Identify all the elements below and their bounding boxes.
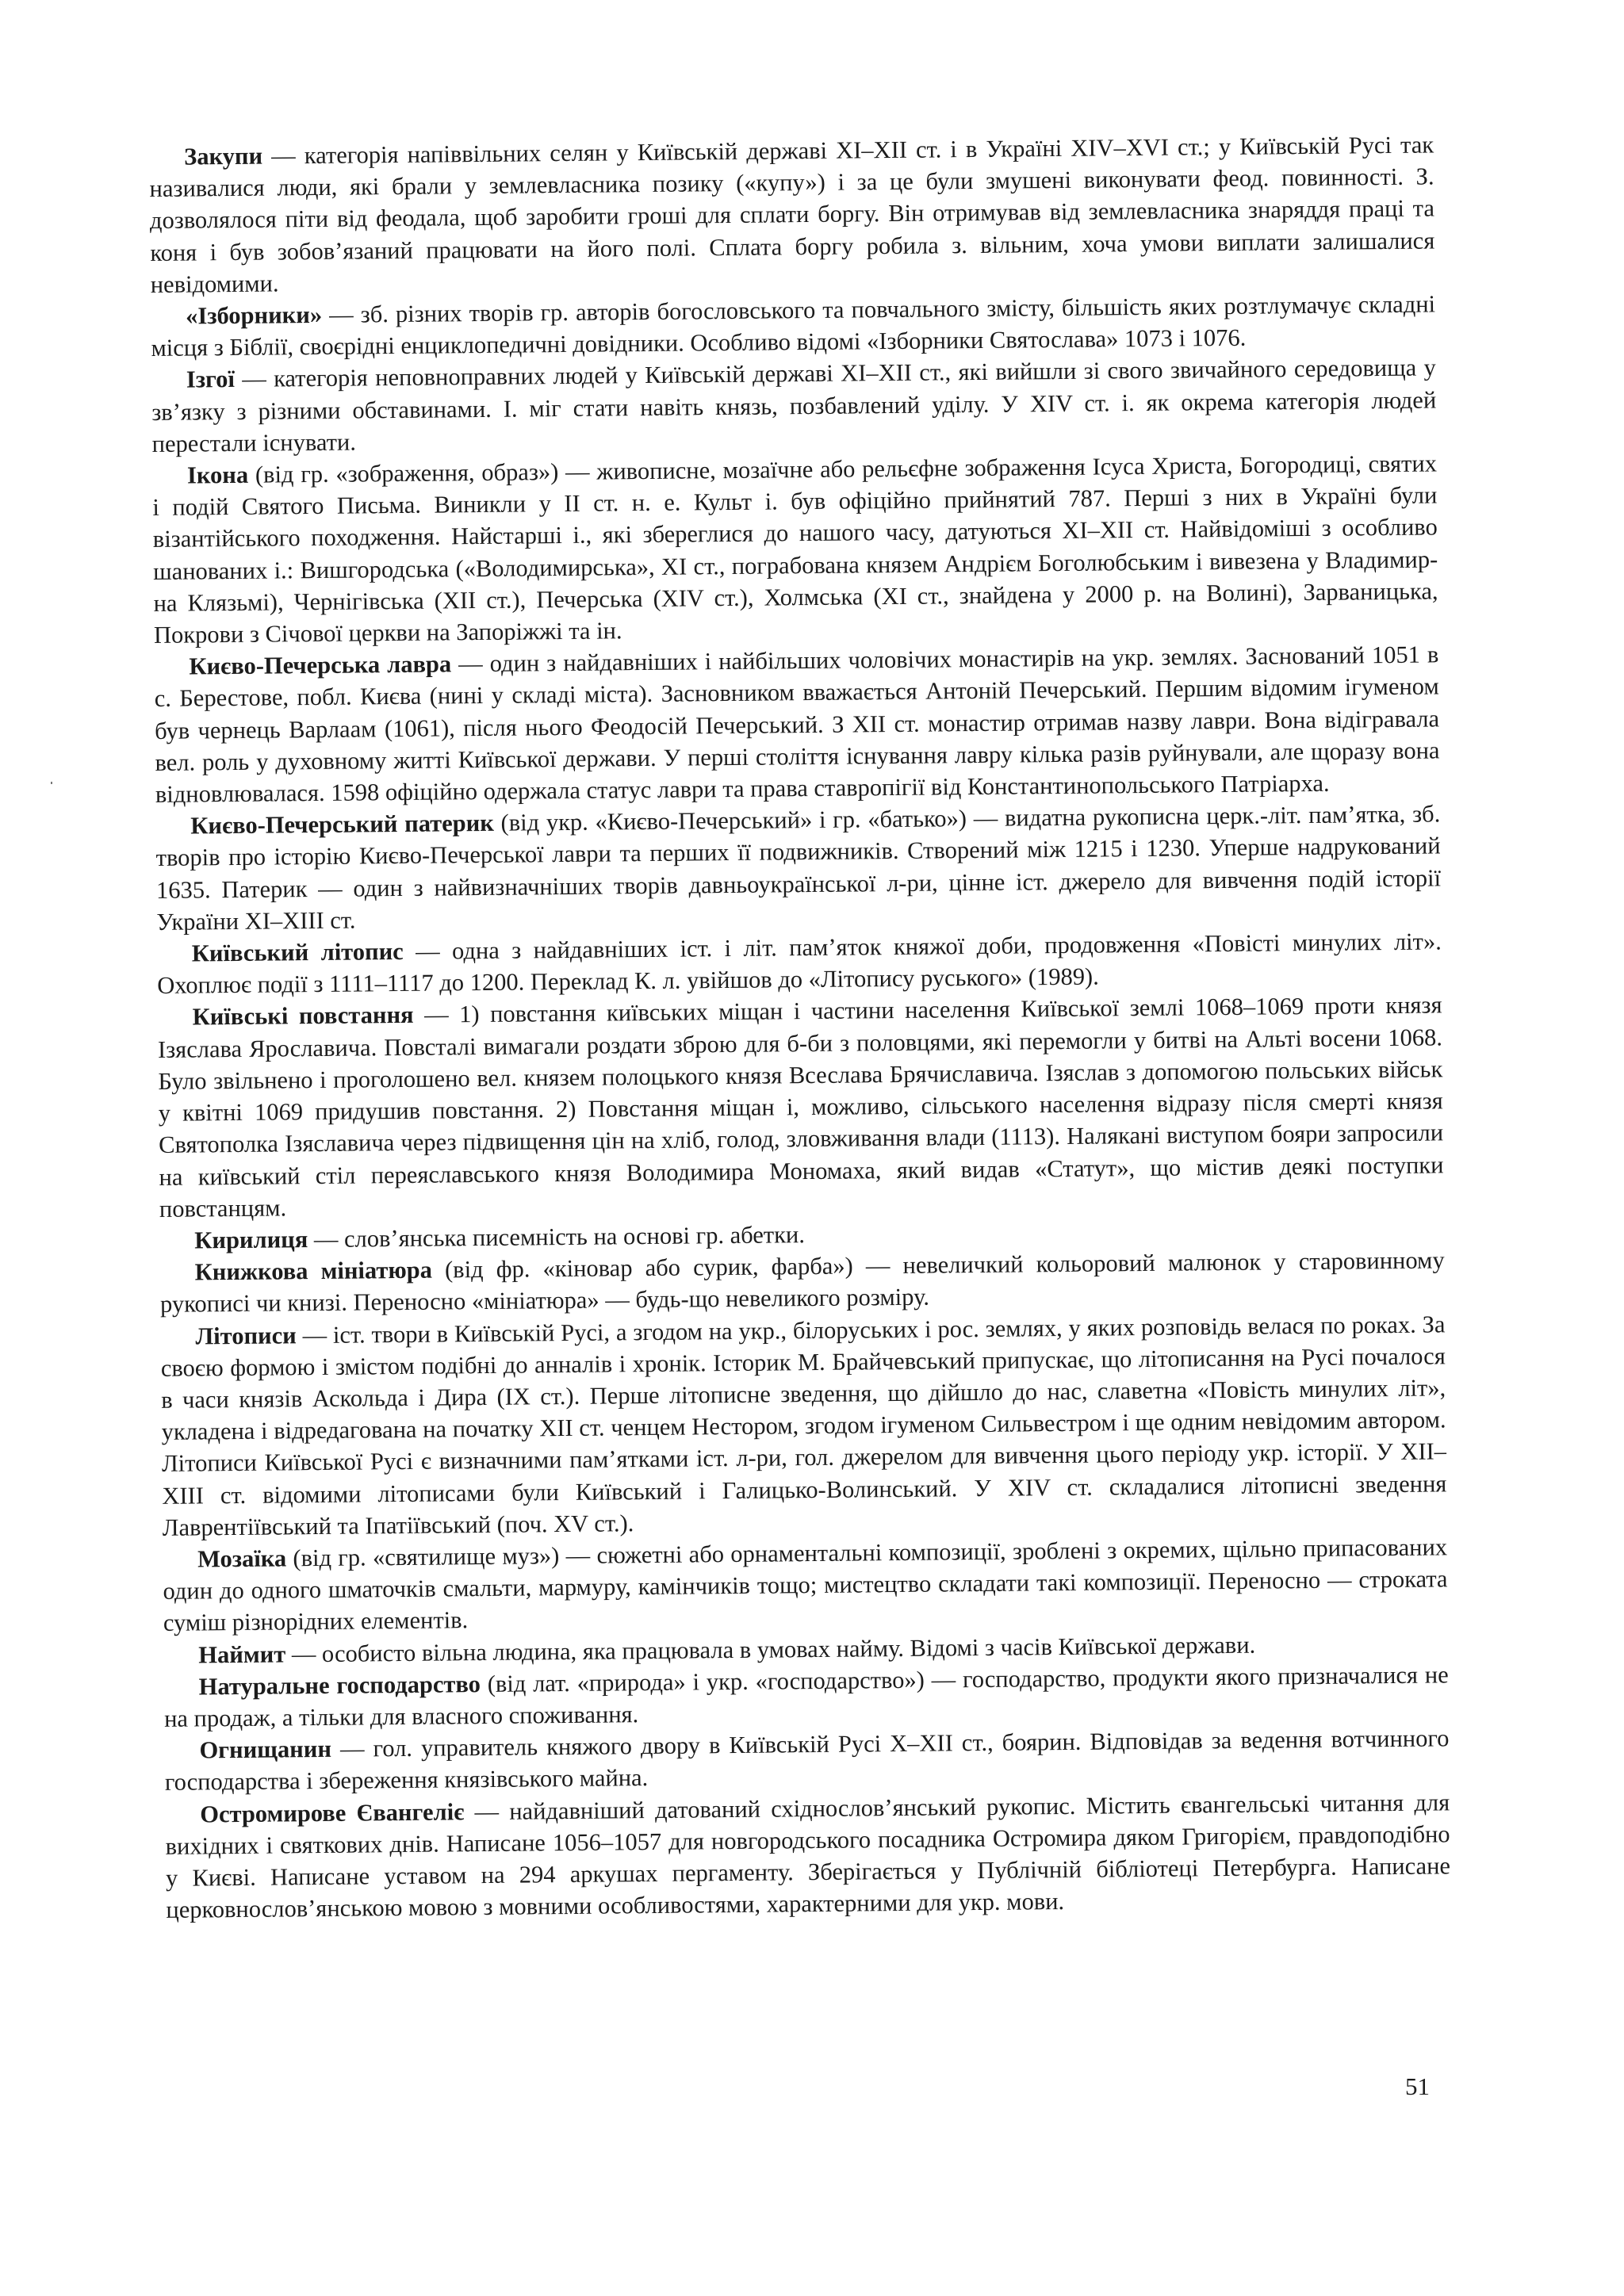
entry-definition: — категорія напіввільних селян у Київській державі XI–XII ст. і в Україні XIV–XVI ст.; у Київській Русі так називалися люди, які брали у землевласника позику («купу») і за це були змушені виконувати феод. повинності. З. дозволялося піти від феодала, щоб заробити гроші для сплати боргу. Він отримував від землевласника знаряддя праці та коня і був зобов’язаний працювати на його полі. Сплата боргу робила з. вільним, хоча умови виплати залишалися невідомими. <box>149 131 1435 298</box>
entry-definition: — слов’янська писемність на основі гр. абетки. <box>308 1221 806 1253</box>
glossary-entry-litopysy <box>160 1308 1447 1544</box>
glossary-entry-kyivski-povstannia <box>157 989 1444 1225</box>
entry-term: Кирилиця <box>194 1226 308 1254</box>
glossary-entry-ikona <box>152 447 1438 651</box>
entry-term: Ікона <box>186 461 249 489</box>
entry-definition: — гол. управитель княжого двору в Київській Русі X–XII ст., боярин. Відповідав за ведення вотчинного господарства і збереження князівського майна. <box>164 1724 1450 1797</box>
glossary-entry-knyzhkova-miniatiura <box>160 1244 1446 1320</box>
entry-definition: — одна з найдавніших іст. і літ. пам’яток княжої доби, продовження «Повісті минулих літ». Охоплює події з 1111–1117 до 1200. Переклад К. л. увійшов до «Літопису руського» (1989). <box>157 928 1442 1000</box>
glossary-entry-mozaika <box>163 1531 1448 1639</box>
scan-speck <box>51 782 52 784</box>
glossary-entry-pateryk <box>155 798 1441 938</box>
entry-term: Натуральне господарство <box>198 1670 481 1701</box>
entry-term: Книжкова мініатюра <box>194 1256 433 1286</box>
entry-term: Остромирове Євангеліє <box>200 1797 465 1828</box>
entry-term: Києво-Печерський патерик <box>190 809 494 840</box>
entry-term: Закупи <box>184 142 263 170</box>
entry-term: «Ізборники» <box>185 300 323 330</box>
entry-term: Ізгої <box>186 365 236 393</box>
entry-definition: (від фр. «кіновар або сурик, фарба») — невеличкий кольоровий малюнок у старовинному рукописі чи книзі. Переносно «мініатюра» — будь-що невеликого розміру. <box>159 1246 1445 1318</box>
glossary-entry-izgoi <box>151 352 1437 460</box>
entry-term: Київський літопис <box>191 938 404 967</box>
glossary-entry-ostromyrove-yevanhelie <box>165 1786 1450 1926</box>
entry-term: Огнищанин <box>199 1735 332 1764</box>
glossary-entry-izborniki <box>151 288 1436 364</box>
glossary-entry-kyivskyi-litopys <box>157 925 1442 1001</box>
entry-definition: — найдавніший датований східнослов’янський рукопис. Містить євангельські читання для вихідних і святкових днів. Написане 1056–1057 для новгородського посадника Остромира дяком Григорієм, правдоподібно у Києві. Написане уставом на 294 аркушах пергаменту. Зберігається у Публічній бібліотеці Петербурга. Написане церковнослов’янською мовою з мовними особливостями, характерними для укр. мови. <box>165 1788 1451 1924</box>
page-number: 51 <box>1405 2072 1430 2100</box>
glossary-entry-naturalne-hospodarstvo <box>164 1659 1450 1735</box>
entry-definition: (від укр. «Києво-Печерський» і гр. «батько») — видатна рукописна церк.-літ. пам’ятка, зб. творів про історію Києво-Печерської лаври та перших її подвижників. Створений між 1215 і 1230. Уперше надрукований 1635. Патерик — один з найвизначніших творів давньоукраїнської л-ри, цінне іст. джерело для вивчення подій історії України XI–XIII ст. <box>155 800 1442 936</box>
glossary-entry-zakupy <box>149 128 1435 300</box>
entry-definition: — особисто вільна людина, яка працювала в умовах найму. Відомі з часів Київської держави. <box>285 1631 1256 1667</box>
entry-definition: — один з найдавніших і найбільших чоловічих монастирів на укр. землях. Заснований 1051 в с. Берестове, побл. Києва (нині у складі міста). Засновником вважається Антоній Печерський. Першим відомим ігуменом був чернець Варлаам (1061), після нього Феодосій Печерський. З XII ст. монастир отримав назву лаври. Вона відігравала вел. роль у духовному житті Київської держави. У перші століття існування лавру кілька разів руйнували, але щоразу вона відновлювалася. 1598 офіційно одержала статус лаври та права ставропігії від Константинопольського Патріарха. <box>154 641 1440 809</box>
entry-definition: — зб. різних творів гр. авторів богословського та повчального змісту, більшість яких розтлумачує складні місця з Біблії, своєрідні енциклопедичні довідники. Особливо відомі «Ізборники Святослава» 1073 і 1076. <box>151 290 1436 362</box>
entry-definition: — іст. твори в Київській Русі, а згодом на укр., білоруських і рос. землях, у яких розповідь велася по роках. За своєю формою і змістом подібні до анналів і хронік. Історик М. Брайчевський припускає, що літописання на Русі почалося в часи князів Аскольда і Дира (IX ст.). Перше літописне зведення, що дійшло до нас, славетна «Повість минулих літ», укладена і відредагована на початку XII ст. ченцем Нестором, згодом ігуменом Сильвестром і ще одним невідомим автором. Літописи Київської Русі є визначними пам’ятками іст. л-ри, гол. джерелом для вивчення цього періоду укр. історії. У XII–XIII ст. відомими літописами були Київський і Галицько-Волинський. У XIV ст. складалися літописні зведення Лаврентіївський та Іпатіївський (поч. XV ст.). <box>160 1310 1447 1541</box>
entry-definition: (від гр. «зображення, образ») — живописне, мозаїчне або рельєфне зображення Ісуса Христа, Богородиці, святих і подій Святого Письма. Виникли у II ст. н. е. Культ і. був офіційно прийнятий 787. Перші з них в Україні були візантійського походження. Найстарші і., які збереглися до нашого часу, датуються XI–XII ст. Найвідоміші з особливо шанованих і.: Вишгородська («Володимирська», XI ст., пограбована князем Андрієм Боголюбським і вивезена у Владимир-на Клязьмі), Чернігівська (XII ст.), Печерська (XIV ст.), Холмська (XI ст., знайдена у 2000 р. на Волині), Зарваницька, Покрови з Січової церкви на Запоріжжі та ін. <box>152 450 1438 649</box>
entry-definition: (від гр. «святилище муз») — сюжетні або орнаментальні композиції, зроблені з окремих, щільно припасованих один до одного шматочків смальти, мармуру, камінчиків тощо; мистецтво складати такі композиції. Переносно — строката суміш різнорідних елементів. <box>163 1533 1448 1637</box>
glossary-entry-ohnyshchanyn <box>164 1723 1450 1799</box>
glossary-text-block <box>149 128 1451 1926</box>
entry-definition: — категорія неповноправних людей у Київській державі XI–XII ст., які вийшли зі свого звичайного середовища у зв’язку з різними обставинами. І. міг стати навіть князь, позбавлений уділу. У XIV ст. і. як окрема категорія людей перестали існувати. <box>151 354 1437 457</box>
entry-definition: (від лат. «природа» і укр. «господарство») — господарство, продукти якого призначалися не на продаж, а тільки для власного споживання. <box>163 1661 1449 1732</box>
entry-term: Наймит <box>198 1640 286 1669</box>
entry-term: Києво-Печерська лавра <box>189 650 452 680</box>
entry-term: Київські повстання <box>192 1001 414 1031</box>
glossary-entry-kyievo-pecherska-lavra <box>154 639 1440 811</box>
entry-definition: — 1) повстання київських міщан і частини населення Київської землі 1068–1069 проти князя Ізяслава Ярославича. Повсталі вимагали роздати зброю для б-би з половцями, які перемогли у битві на Альті восени 1068. Було звільнено і проголошено вел. князем полоцького князя Всеслава Брячиславича. Ізяслав з допомогою польських військ у квітні 1069 придушив повстання. 2) Повстання міщан і, можливо, сільського населення відразу після смерті князя Святополка Ізяславича через підвищення цін на хліб, голод, зловживання влади (1113). Налякані виступом бояри запросили на київський стіл переяславського князя Володимира Мономаха, який видав «Статут», що містив деякі поступки повстанцям. <box>157 991 1444 1223</box>
entry-term: Літописи <box>195 1321 297 1350</box>
entry-term: Мозаїка <box>197 1544 287 1573</box>
